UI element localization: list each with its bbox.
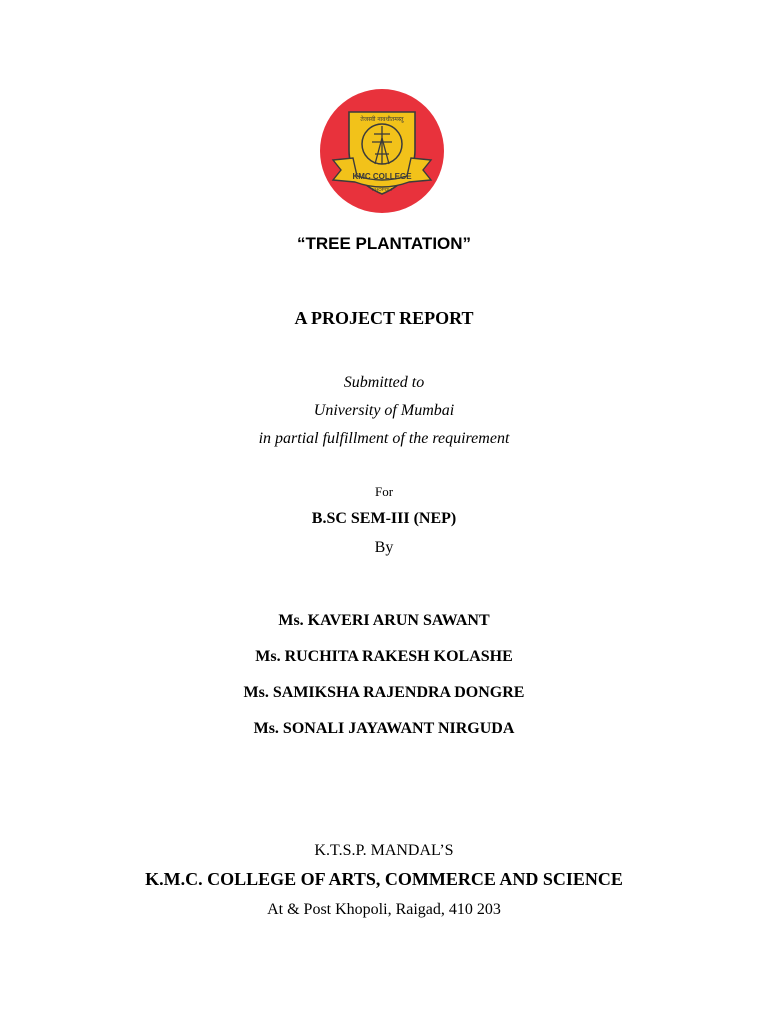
college-logo: [319, 88, 445, 214]
author-name: Ms. SAMIKSHA RAJENDRA DONGRE: [243, 684, 525, 701]
logo-ribbon-text: KMC COLLEGE: [352, 172, 412, 181]
report-type: A PROJECT REPORT: [294, 308, 474, 328]
course-name: B.SC SEM-III (NEP): [311, 510, 457, 527]
mandal-name: K.T.S.P. MANDAL’S: [314, 842, 454, 859]
for-label: For: [374, 484, 394, 499]
logo-place-text: KHOPOLI: [371, 187, 393, 192]
college-address: At & Post Khopoli, Raigad, 410 203: [267, 901, 501, 918]
by-label: By: [374, 539, 394, 556]
logo-motto: तेजस्वी नावधीतमस्तु: [360, 116, 404, 123]
requirement-line: in partial fulfillment of the requirement: [258, 430, 510, 447]
submitted-to-line: Submitted to: [343, 374, 425, 391]
report-title: “TREE PLANTATION”: [296, 234, 472, 253]
university-line: University of Mumbai: [313, 402, 455, 419]
author-name: Ms. RUCHITA RAKESH KOLASHE: [255, 648, 513, 665]
college-name: K.M.C. COLLEGE OF ARTS, COMMERCE AND SCIENCE: [145, 869, 623, 889]
author-name: Ms. SONALI JAYAWANT NIRGUDA: [253, 720, 515, 737]
author-name: Ms. KAVERI ARUN SAWANT: [278, 612, 490, 629]
